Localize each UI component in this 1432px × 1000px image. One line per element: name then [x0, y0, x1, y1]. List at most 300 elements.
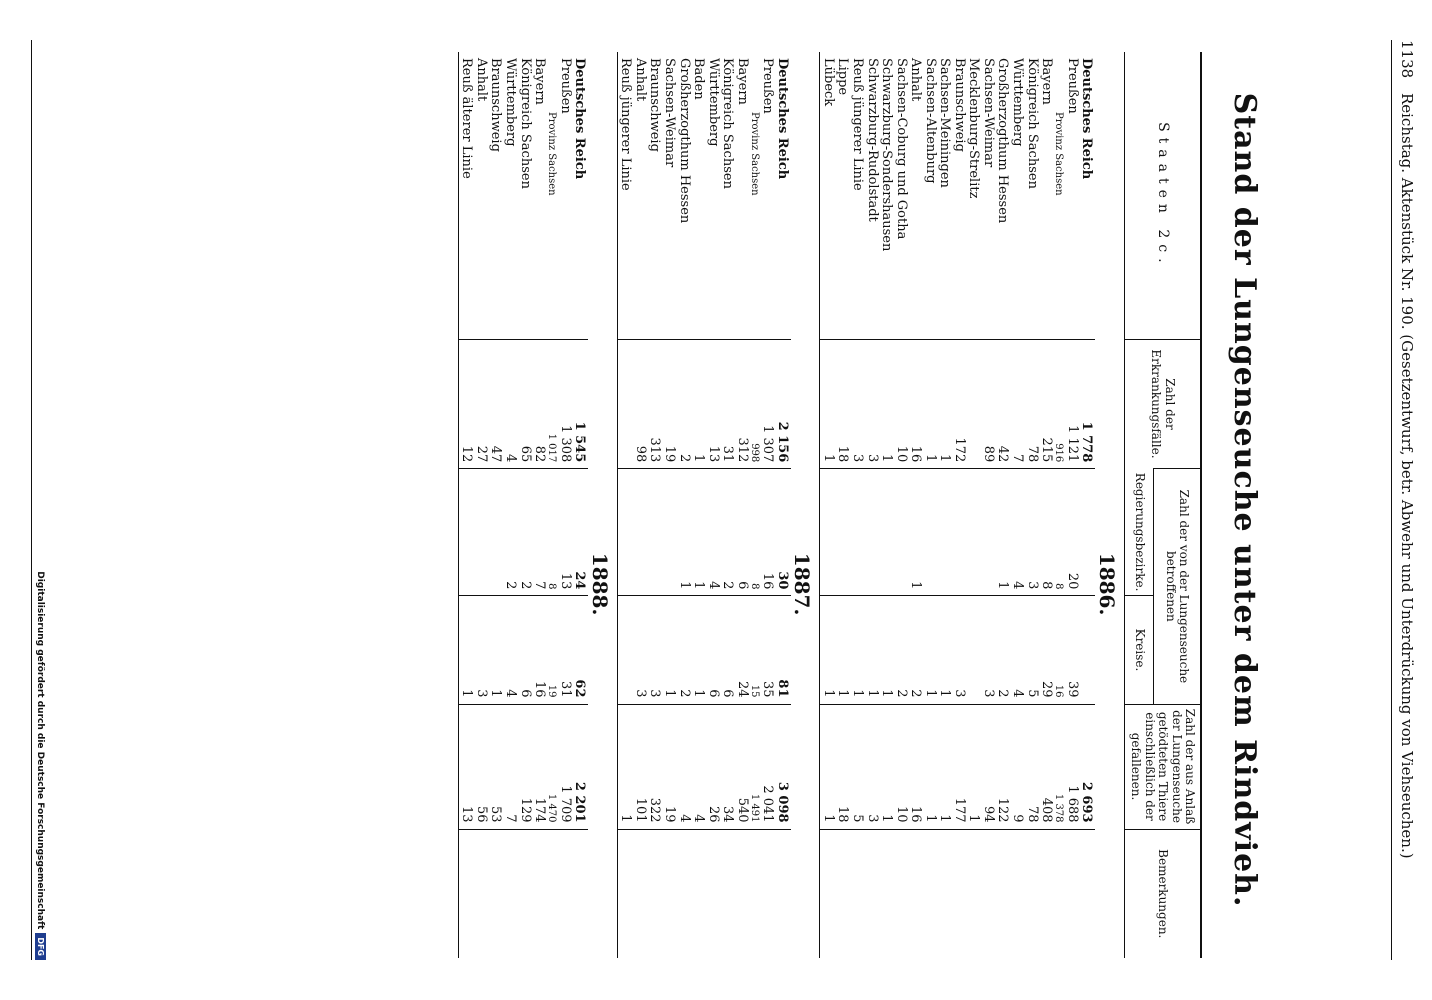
cases-value: 3 [864, 339, 879, 469]
table-row [1024, 52, 1039, 958]
dfg-logo: DFG [35, 933, 46, 960]
killed-value: 1 470 [546, 704, 557, 829]
state-name: Deutsches Reich [775, 58, 790, 180]
state-name: Bayern [734, 58, 750, 105]
districts-value: 8 [1053, 469, 1064, 596]
table-row [617, 52, 632, 958]
kreise-value: 19 [546, 596, 557, 704]
table-row [922, 52, 937, 958]
remarks-cell [557, 829, 572, 958]
state-name: Bayern [1039, 58, 1055, 105]
state-name: Sachsen-Weimar [661, 58, 677, 168]
killed-value: 408 [1039, 704, 1054, 829]
col-header-cases: Zahl der Erkrankungsfälle. [1124, 339, 1201, 469]
killed-value: 322 [647, 704, 662, 829]
killed-value: 19 [661, 704, 676, 829]
state-name: Sachsen-Weimar [980, 58, 996, 168]
table-row [749, 52, 760, 958]
remarks-cell [937, 829, 952, 958]
killed-value: 3 [864, 704, 879, 829]
total-row [572, 52, 589, 958]
state-name: Württemberg [705, 58, 721, 147]
remarks-cell [458, 829, 473, 958]
cases-value: 2 [676, 339, 691, 469]
cases-value: 1 017 [546, 339, 557, 469]
table-row [951, 52, 966, 958]
state-name: Reuß jüngerer Linie [617, 52, 632, 339]
kreise-value: 31 [557, 596, 572, 704]
killed-value: 4 [691, 704, 706, 829]
cases-value [617, 339, 632, 469]
year-heading: 1888. [587, 552, 612, 616]
districts-value [893, 469, 908, 596]
districts-value: 1 [676, 469, 691, 596]
kreise-value: 1 [937, 596, 952, 704]
killed-value: 7 [502, 704, 517, 829]
killed-value: 1 [820, 704, 835, 829]
document-page [22, 0, 1432, 1000]
table-row [864, 52, 879, 958]
kreise-value: 5 [1024, 596, 1039, 704]
cases-value: 313 [647, 339, 662, 469]
state-name: Anhalt [473, 58, 489, 102]
cases-value: 13 [705, 339, 720, 469]
state-name: Reuß jüngerer Linie [850, 58, 866, 191]
kreise-value: 2 [893, 596, 908, 704]
remarks-cell [473, 829, 488, 958]
table-row [734, 52, 749, 958]
districts-value: 16 [760, 469, 775, 596]
remarks-cell [1053, 829, 1064, 958]
remarks-cell [864, 829, 879, 958]
districts-value [617, 469, 632, 596]
districts-value [879, 469, 894, 596]
districts-value: 8 [1039, 469, 1054, 596]
killed-value: 1 688 [1064, 704, 1079, 829]
killed-value: 1 [966, 704, 981, 829]
state-name: Sachsen-Coburg und Gotha [893, 58, 909, 240]
cases-value: 7 [1010, 339, 1025, 469]
state-name: Deutsches Reich [1079, 58, 1095, 180]
remarks-cell [532, 829, 547, 958]
remarks-cell [908, 829, 923, 958]
state-name: Württemberg [1010, 58, 1026, 147]
remarks-cell [517, 829, 532, 958]
cases-value: 1 [820, 339, 835, 469]
cases-value: 998 [749, 339, 760, 469]
table-row [557, 52, 572, 958]
table-row [995, 52, 1010, 958]
cases-value: 2 156 [774, 339, 791, 469]
state-name: Großherzogthum Hessen [995, 58, 1011, 224]
state-name: Preußen [557, 58, 573, 114]
cases-value: 98 [632, 339, 647, 469]
districts-value: 2 [720, 469, 735, 596]
table-row [879, 52, 894, 958]
cases-value: 215 [1039, 339, 1054, 469]
total-row [774, 52, 791, 958]
killed-value: 129 [517, 704, 532, 829]
remarks-cell [879, 829, 894, 958]
table-row [908, 52, 923, 958]
districts-value [820, 469, 835, 596]
table-row [820, 52, 835, 958]
state-name: Reuß älterer Linie [458, 52, 473, 339]
cases-value: 1 [922, 339, 937, 469]
districts-value [922, 469, 937, 596]
total-row [1079, 52, 1096, 958]
killed-value: 34 [720, 704, 735, 829]
state-name: Deutsches Reich [572, 58, 588, 180]
col-header-killed: Zahl der aus Anlaß der Lungenseuche getödteten Thiere einschließlich der gefallenen. [1124, 704, 1201, 829]
districts-value [951, 469, 966, 596]
cases-value: 916 [1053, 339, 1064, 469]
table-row [632, 52, 647, 958]
kreise-value: 1 [691, 596, 706, 704]
state-name: Preußen [1064, 58, 1080, 114]
cases-value: 172 [951, 339, 966, 469]
state-name: Schwarzburg-Sondershausen [879, 58, 895, 252]
districts-value: 8 [546, 469, 557, 596]
state-name: Königreich Sachsen [720, 58, 736, 189]
cases-value: 12 [458, 339, 473, 469]
cases-value: 10 [893, 339, 908, 469]
table-row [760, 52, 775, 958]
table-row [676, 52, 691, 958]
killed-value: 1 [922, 704, 937, 829]
districts-value [458, 469, 473, 596]
cases-value: 1 121 [1064, 339, 1079, 469]
table-row [532, 52, 547, 958]
table-row [980, 52, 995, 958]
kreise-value: 16 [532, 596, 547, 704]
killed-value: 540 [734, 704, 749, 829]
districts-value: 13 [557, 469, 572, 596]
cases-value: 1 308 [557, 339, 572, 469]
cases-value: 18 [835, 339, 850, 469]
table-row [473, 52, 488, 958]
col-header-states: Staaten 2c. [1124, 52, 1201, 339]
cases-value: 1 307 [760, 339, 775, 469]
districts-value: 1 [691, 469, 706, 596]
state-name: Braunschweig [488, 58, 504, 152]
remarks-cell [1079, 829, 1096, 958]
kreise-value: 6 [517, 596, 532, 704]
page-number: 1138 [1398, 40, 1416, 79]
kreise-value: 3 [632, 596, 647, 704]
remarks-cell [893, 829, 908, 958]
districts-value [835, 469, 850, 596]
kreise-value: 6 [705, 596, 720, 704]
year-heading: 1887. [790, 552, 815, 616]
table-row [647, 52, 662, 958]
kreise-value: 81 [774, 596, 791, 704]
remarks-cell [820, 829, 835, 958]
districts-value [966, 469, 981, 596]
killed-value: 78 [1024, 704, 1039, 829]
state-name: Sachsen-Altenburg [922, 58, 938, 184]
remarks-cell [572, 829, 589, 958]
state-name: Provinz Sachsen [1053, 112, 1065, 196]
districts-value [488, 469, 503, 596]
cases-value: 78 [1024, 339, 1039, 469]
year-spacer-cell [1095, 52, 1124, 339]
kreise-value: 39 [1064, 596, 1079, 704]
remarks-cell [951, 829, 966, 958]
kreise-value: 1 [820, 596, 835, 704]
table-row [966, 52, 981, 958]
table-row [849, 52, 864, 958]
remarks-cell [617, 829, 632, 958]
cases-value: 1 [691, 339, 706, 469]
cases-value: 1 545 [572, 339, 589, 469]
killed-value: 9 [1010, 704, 1025, 829]
remarks-cell [676, 829, 691, 958]
remarks-cell [995, 829, 1010, 958]
statistics-table [458, 52, 1202, 958]
cases-value: 1 778 [1079, 339, 1096, 469]
killed-value: 10 [893, 704, 908, 829]
killed-value: 1 378 [1053, 704, 1064, 829]
cases-value: 31 [720, 339, 735, 469]
districts-value: 24 [572, 469, 589, 596]
kreise-value: 3 [980, 596, 995, 704]
col-header-affected: Zahl der von der Lungenseuche betroffenen [1154, 469, 1201, 704]
remarks-cell [1010, 829, 1025, 958]
state-name: Lippe [835, 58, 851, 96]
state-name: Sachsen-Meiningen [937, 58, 953, 188]
remarks-cell [647, 829, 662, 958]
killed-value: 53 [488, 704, 503, 829]
table-row [1039, 52, 1054, 958]
kreise-value: 24 [734, 596, 749, 704]
killed-value: 2 201 [572, 704, 589, 829]
remarks-cell [849, 829, 864, 958]
table-row [458, 52, 473, 958]
remarks-cell [749, 829, 760, 958]
kreise-value: 29 [1039, 596, 1054, 704]
killed-value: 1 709 [557, 704, 572, 829]
kreise-value: 35 [760, 596, 775, 704]
state-name: Königreich Sachsen [1024, 58, 1040, 189]
districts-value: 8 [749, 469, 760, 596]
table-row [937, 52, 952, 958]
districts-value: 1 [908, 469, 923, 596]
killed-value: 177 [951, 704, 966, 829]
districts-value [661, 469, 676, 596]
kreise-value: 1 [879, 596, 894, 704]
state-name: Lübeck [820, 52, 835, 339]
kreise-value: 4 [1010, 596, 1025, 704]
cases-value: 1 [937, 339, 952, 469]
state-name: Großherzogthum Hessen [676, 58, 692, 224]
kreise-value: 16 [1053, 596, 1064, 704]
cases-value: 82 [532, 339, 547, 469]
districts-value: 4 [705, 469, 720, 596]
kreise-value: 4 [502, 596, 517, 704]
year-heading-row [1095, 52, 1124, 958]
cases-value: 312 [734, 339, 749, 469]
running-header [1391, 40, 1422, 960]
districts-value [647, 469, 662, 596]
state-name: Württemberg [503, 58, 519, 147]
killed-value: 18 [835, 704, 850, 829]
year-spacer-cell [588, 52, 617, 339]
kreise-value: 1 [488, 596, 503, 704]
cases-value: 16 [908, 339, 923, 469]
remarks-cell [632, 829, 647, 958]
cases-value: 65 [517, 339, 532, 469]
killed-value: 56 [473, 704, 488, 829]
cases-value: 1 [879, 339, 894, 469]
killed-value: 1 [937, 704, 952, 829]
kreise-value: 3 [647, 596, 662, 704]
remarks-cell [1039, 829, 1054, 958]
state-name: Anhalt [632, 58, 648, 102]
table-row [691, 52, 706, 958]
table-row [835, 52, 850, 958]
remarks-cell [720, 829, 735, 958]
table-title: Stand der Lungenseuche unter dem Rindvieh. [1227, 92, 1262, 908]
kreise-value [617, 596, 632, 704]
remarks-cell [705, 829, 720, 958]
killed-value: 1 [879, 704, 894, 829]
remarks-cell [502, 829, 517, 958]
kreise-value: 1 [835, 596, 850, 704]
killed-value: 122 [995, 704, 1010, 829]
remarks-cell [774, 829, 791, 958]
cases-value: 4 [502, 339, 517, 469]
table-row [705, 52, 720, 958]
cases-value: 89 [980, 339, 995, 469]
year-heading-row [791, 52, 820, 958]
kreise-value: 2 [676, 596, 691, 704]
districts-value [980, 469, 995, 596]
state-name: Bayern [532, 58, 548, 105]
killed-value: 26 [705, 704, 720, 829]
table-row [1010, 52, 1025, 958]
killed-value: 5 [849, 704, 864, 829]
state-name: Braunschweig [647, 58, 663, 152]
bottom-rule [31, 40, 32, 960]
col-header-remarks: Bemerkungen. [1124, 829, 1201, 958]
killed-value: 101 [632, 704, 647, 829]
killed-value: 1 491 [749, 704, 760, 829]
cases-value: 27 [473, 339, 488, 469]
districts-value: 1 [995, 469, 1010, 596]
state-name: Preußen [760, 58, 776, 114]
year-heading-row [588, 52, 617, 958]
killed-value: 16 [908, 704, 923, 829]
kreise-value: 2 [995, 596, 1010, 704]
table-row [502, 52, 517, 958]
kreise-value: 1 [864, 596, 879, 704]
kreise-value: 1 [661, 596, 676, 704]
remarks-cell [966, 829, 981, 958]
killed-value: 3 098 [774, 704, 791, 829]
districts-value: 2 [502, 469, 517, 596]
year-heading: 1886. [1094, 552, 1119, 616]
kreise-value: 3 [951, 596, 966, 704]
table-row [720, 52, 735, 958]
remarks-cell [488, 829, 503, 958]
districts-value [473, 469, 488, 596]
table-header [1124, 52, 1201, 958]
remarks-cell [1024, 829, 1039, 958]
digitization-text: Digitalisierung gefördert durch die Deutsche Forschungsgemeinschaft [35, 571, 46, 930]
killed-value: 1 [617, 704, 632, 829]
remarks-cell [691, 829, 706, 958]
table-row [517, 52, 532, 958]
kreise-value [1079, 596, 1096, 704]
killed-value: 2 693 [1079, 704, 1096, 829]
state-name: Königreich Sachsen [517, 58, 533, 189]
table-row [1053, 52, 1064, 958]
killed-value: 94 [980, 704, 995, 829]
remarks-cell [1095, 829, 1124, 958]
remarks-cell [922, 829, 937, 958]
kreise-value: 1 [922, 596, 937, 704]
districts-value [849, 469, 864, 596]
kreise-value: 1 [849, 596, 864, 704]
districts-value: 30 [774, 469, 791, 596]
state-name: Baden [691, 58, 707, 100]
state-name: Provinz Sachsen [748, 112, 760, 196]
districts-value: 7 [532, 469, 547, 596]
col-header-districts: Regierungsbezirke. [1124, 469, 1153, 596]
kreise-value: 3 [473, 596, 488, 704]
killed-value: 2 041 [760, 704, 775, 829]
table-row [893, 52, 908, 958]
kreise-value [966, 596, 981, 704]
districts-value: 20 [1064, 469, 1079, 596]
cases-value: 3 [849, 339, 864, 469]
districts-value: 2 [517, 469, 532, 596]
cases-value: 42 [995, 339, 1010, 469]
remarks-cell [546, 829, 557, 958]
remarks-cell [661, 829, 676, 958]
districts-value: 4 [1010, 469, 1025, 596]
year-spacer-cell [791, 52, 820, 339]
state-name: Braunschweig [951, 58, 967, 152]
remarks-cell [791, 829, 820, 958]
state-name: Schwarzburg-Rudolstadt [864, 58, 880, 222]
districts-value [864, 469, 879, 596]
remarks-cell [760, 829, 775, 958]
remarks-cell [734, 829, 749, 958]
districts-value: 3 [1024, 469, 1039, 596]
districts-value [1079, 469, 1096, 596]
districts-value [937, 469, 952, 596]
table-row [661, 52, 676, 958]
remarks-cell [835, 829, 850, 958]
districts-value [632, 469, 647, 596]
col-header-kreise: Kreise. [1124, 596, 1153, 704]
remarks-cell [588, 829, 617, 958]
cases-value [966, 339, 981, 469]
table-row [488, 52, 503, 958]
kreise-value: 15 [749, 596, 760, 704]
districts-value: 6 [734, 469, 749, 596]
remarks-cell [1064, 829, 1079, 958]
table-row [546, 52, 557, 958]
kreise-value: 62 [572, 596, 589, 704]
header-text: Reichstag. Aktenstück Nr. 190. (Gesetzentwurf, betr. Abwehr und Unterdrückung von Viehseuchen.) [1398, 92, 1416, 859]
cases-value: 47 [488, 339, 503, 469]
remarks-cell [980, 829, 995, 958]
kreise-value: 2 [908, 596, 923, 704]
killed-value: 4 [676, 704, 691, 829]
